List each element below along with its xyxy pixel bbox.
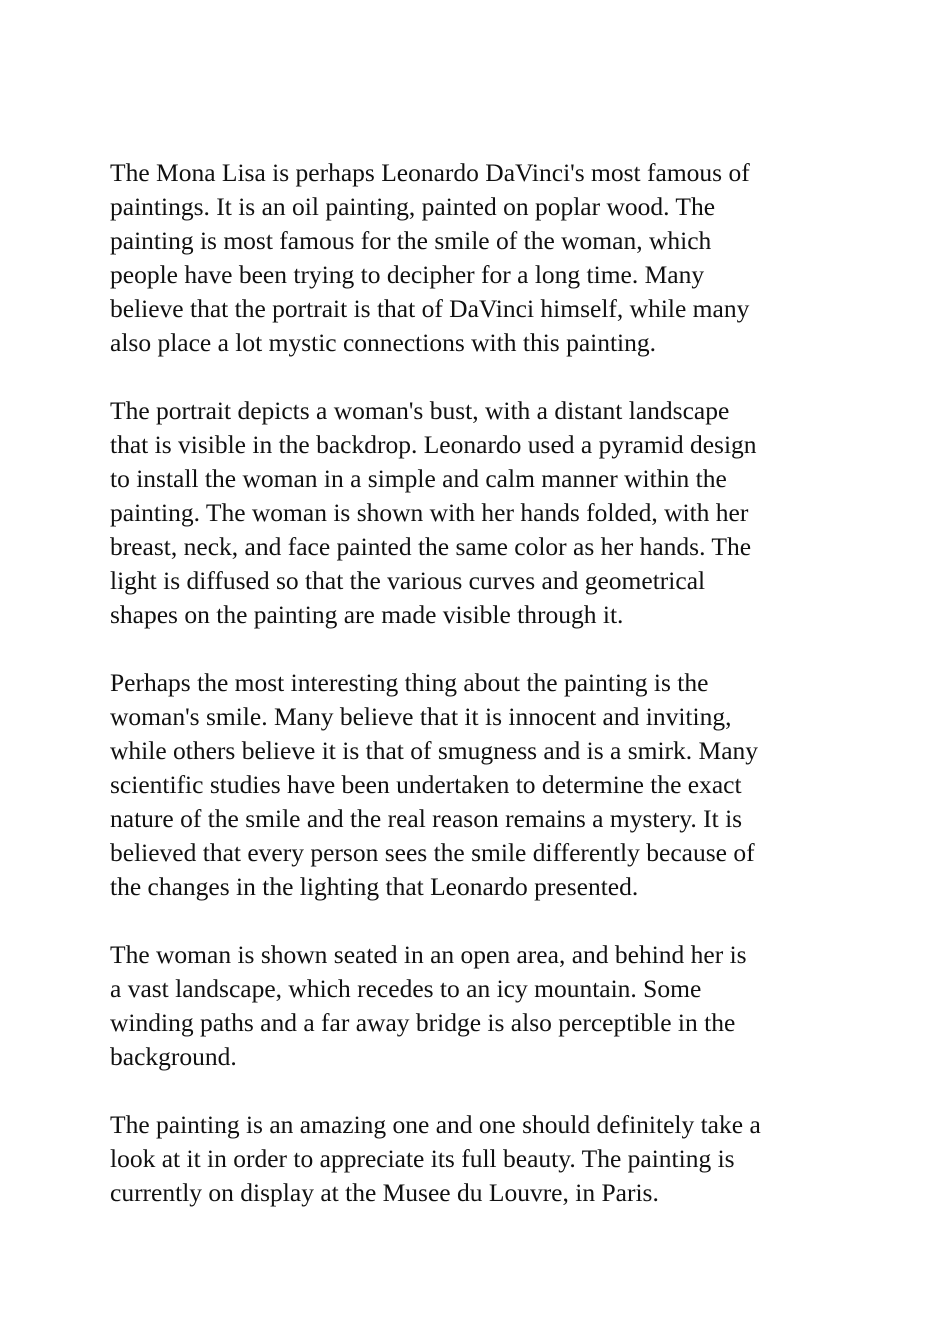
text-line: shapes on the painting are made visible through it.	[110, 600, 624, 629]
paragraph-5	[110, 1108, 840, 1210]
text-line: to install the woman in a simple and calm manner within the	[110, 464, 727, 493]
text-line: painting. The woman is shown with her hands folded, with her	[110, 498, 749, 527]
text-line: also place a lot mystic connections with this painting.	[110, 328, 657, 357]
text-line: winding paths and a far away bridge is also perceptible in the	[110, 1008, 736, 1037]
text-line: look at it in order to appreciate its full beauty. The painting is	[110, 1144, 735, 1173]
paragraph-4	[110, 938, 840, 1074]
text-line: believe that the portrait is that of DaVinci himself, while many	[110, 294, 750, 323]
essay-body	[110, 156, 840, 1244]
text-line: people have been trying to decipher for a long time. Many	[110, 260, 705, 289]
text-line: The woman is shown seated in an open area, and behind her is	[110, 940, 747, 969]
text-line: woman's smile. Many believe that it is innocent and inviting,	[110, 702, 732, 731]
paragraph-3	[110, 666, 840, 904]
text-line: a vast landscape, which recedes to an icy mountain. Some	[110, 974, 702, 1003]
paragraph-1	[110, 156, 840, 360]
text-line: Perhaps the most interesting thing about the painting is the	[110, 668, 709, 697]
text-line: breast, neck, and face painted the same color as her hands. The	[110, 532, 752, 561]
text-line: that is visible in the backdrop. Leonardo used a pyramid design	[110, 430, 757, 459]
text-line: The painting is an amazing one and one should definitely take a	[110, 1110, 761, 1139]
text-line: nature of the smile and the real reason remains a mystery. It is	[110, 804, 743, 833]
text-line: currently on display at the Musee du Louvre, in Paris.	[110, 1178, 659, 1207]
text-line: painting is most famous for the smile of the woman, which	[110, 226, 712, 255]
text-line: scientific studies have been undertaken to determine the exact	[110, 770, 742, 799]
text-line: paintings. It is an oil painting, painted on poplar wood. The	[110, 192, 716, 221]
text-line: light is diffused so that the various curves and geometrical	[110, 566, 706, 595]
text-line: The portrait depicts a woman's bust, with a distant landscape	[110, 396, 730, 425]
text-line: background.	[110, 1042, 237, 1071]
text-line: the changes in the lighting that Leonardo presented.	[110, 872, 639, 901]
text-line: The Mona Lisa is perhaps Leonardo DaVinci's most famous of	[110, 158, 750, 187]
text-line: while others believe it is that of smugness and is a smirk. Many	[110, 736, 759, 765]
text-line: believed that every person sees the smile differently because of	[110, 838, 755, 867]
paragraph-2	[110, 394, 840, 632]
